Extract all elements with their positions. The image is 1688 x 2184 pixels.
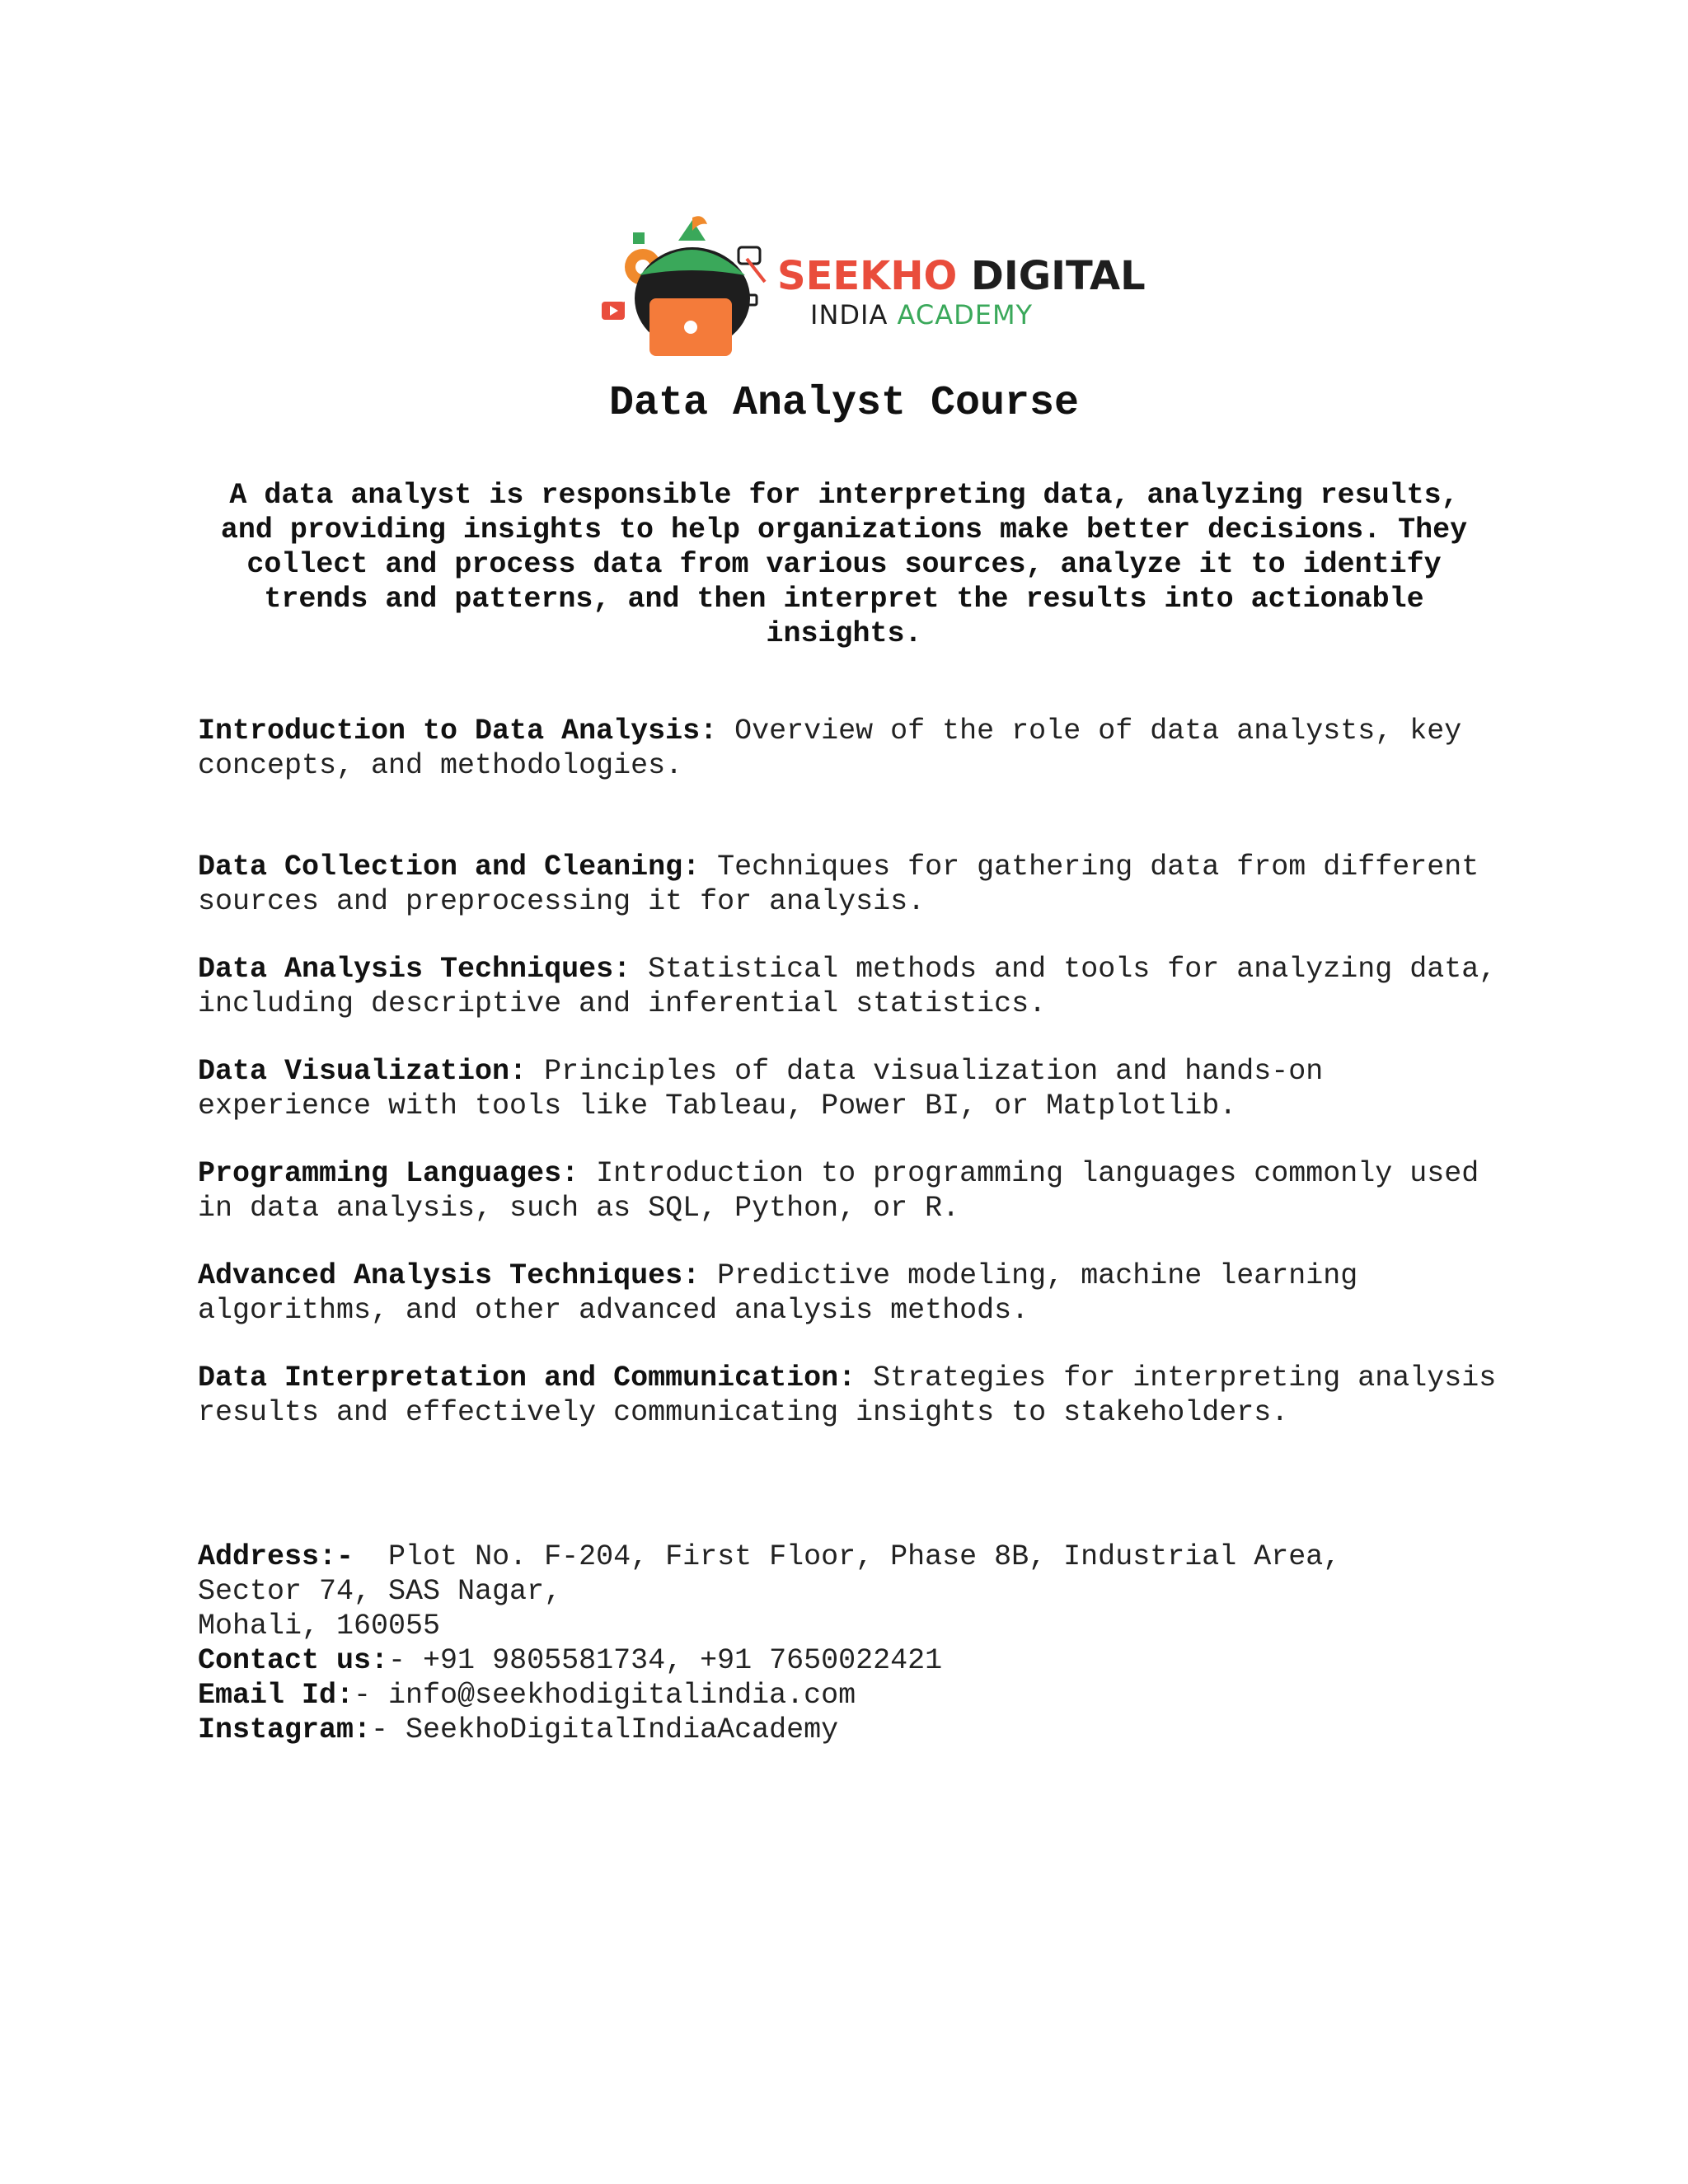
topic-description: Principles of data visualization and hands-on experience with tools like Tableau, Power BI, or Matplotlib. — [198, 1055, 1324, 1122]
topic-programming-languages — [198, 1156, 1500, 1226]
instagram-label: Instagram: — [198, 1713, 372, 1746]
topic-intro-data-analysis — [198, 714, 1500, 783]
topic-label: Data Visualization: — [198, 1055, 528, 1088]
address-value: Plot No. F-204, First Floor, Phase 8B, Industrial Area, — [388, 1540, 1341, 1573]
logo-brand-line — [777, 253, 1146, 299]
address-value-3: Mohali, 160055 — [198, 1610, 441, 1643]
page-title: Data Analyst Course — [608, 380, 1080, 427]
topic-label: Data Collection and Cleaning: — [198, 851, 701, 883]
topic-label: Data Interpretation and Communication: — [198, 1361, 856, 1394]
address-value-2: Sector 74, SAS Nagar, — [198, 1575, 562, 1608]
address-line-2 — [198, 1574, 1517, 1609]
phone-value[interactable]: - +91 9805581734, +91 7650022421 — [388, 1644, 943, 1677]
logo-wordmark — [777, 253, 1146, 330]
address-line-3 — [198, 1609, 1517, 1643]
topic-data-visualization — [198, 1054, 1500, 1123]
topic-data-collection — [198, 850, 1500, 919]
topic-label: Programming Languages: — [198, 1157, 579, 1190]
phone-line — [198, 1643, 1517, 1678]
email-value[interactable]: - info@seekhodigitalindia.com — [354, 1679, 856, 1712]
topic-label: Data Analysis Techniques: — [198, 953, 631, 986]
address-line-1 — [198, 1540, 1517, 1574]
topic-interpretation-communication — [198, 1361, 1500, 1430]
topic-analysis-techniques — [198, 952, 1500, 1021]
topic-description: Introduction to programming languages commonly used in data analysis, such as SQL, Python, or R. — [198, 1157, 1479, 1225]
logo-digital: DIGITAL — [971, 253, 1146, 299]
topic-description: Predictive modeling, machine learning algorithms, and other advanced analysis methods. — [198, 1259, 1358, 1327]
contact-block — [198, 1540, 1517, 1747]
topic-advanced-analysis — [198, 1258, 1500, 1328]
brand-logo — [600, 216, 1146, 364]
email-line — [198, 1678, 1517, 1713]
topic-description: Strategies for interpreting analysis results and effectively communicating insights to stakeholders. — [198, 1361, 1497, 1429]
logo-academy: ACADEMY — [897, 299, 1034, 330]
topic-description: Overview of the role of data analysts, key concepts, and methodologies. — [198, 715, 1462, 782]
email-label: Email Id: — [198, 1679, 354, 1712]
topic-description: Techniques for gathering data from different sources and preprocessing it for analysis. — [198, 851, 1479, 918]
logo-seekho: SEEKHO — [777, 253, 958, 299]
instagram-line — [198, 1713, 1517, 1747]
intro-paragraph: A data analyst is responsible for interpreting data, analyzing results, and providing insights to help organizations make better decisions. They collect and process data from various sources, analyze it to identify trends and patterns, and then interpret the results into actionable insights. — [220, 479, 1468, 650]
topic-label: Introduction to Data Analysis: — [198, 715, 718, 748]
address-label: Address:- — [198, 1540, 354, 1573]
phone-label: Contact us: — [198, 1644, 389, 1677]
instagram-value[interactable]: - SeekhoDigitalIndiaAcademy — [371, 1713, 839, 1746]
logo-india: INDIA — [810, 299, 889, 330]
topic-description: Statistical methods and tools for analyzing data, including descriptive and inferential statistics. — [198, 953, 1497, 1020]
logo-sub-line — [810, 299, 1090, 330]
topic-label: Advanced Analysis Techniques: — [198, 1259, 701, 1292]
logo-mark-icon — [600, 216, 773, 364]
